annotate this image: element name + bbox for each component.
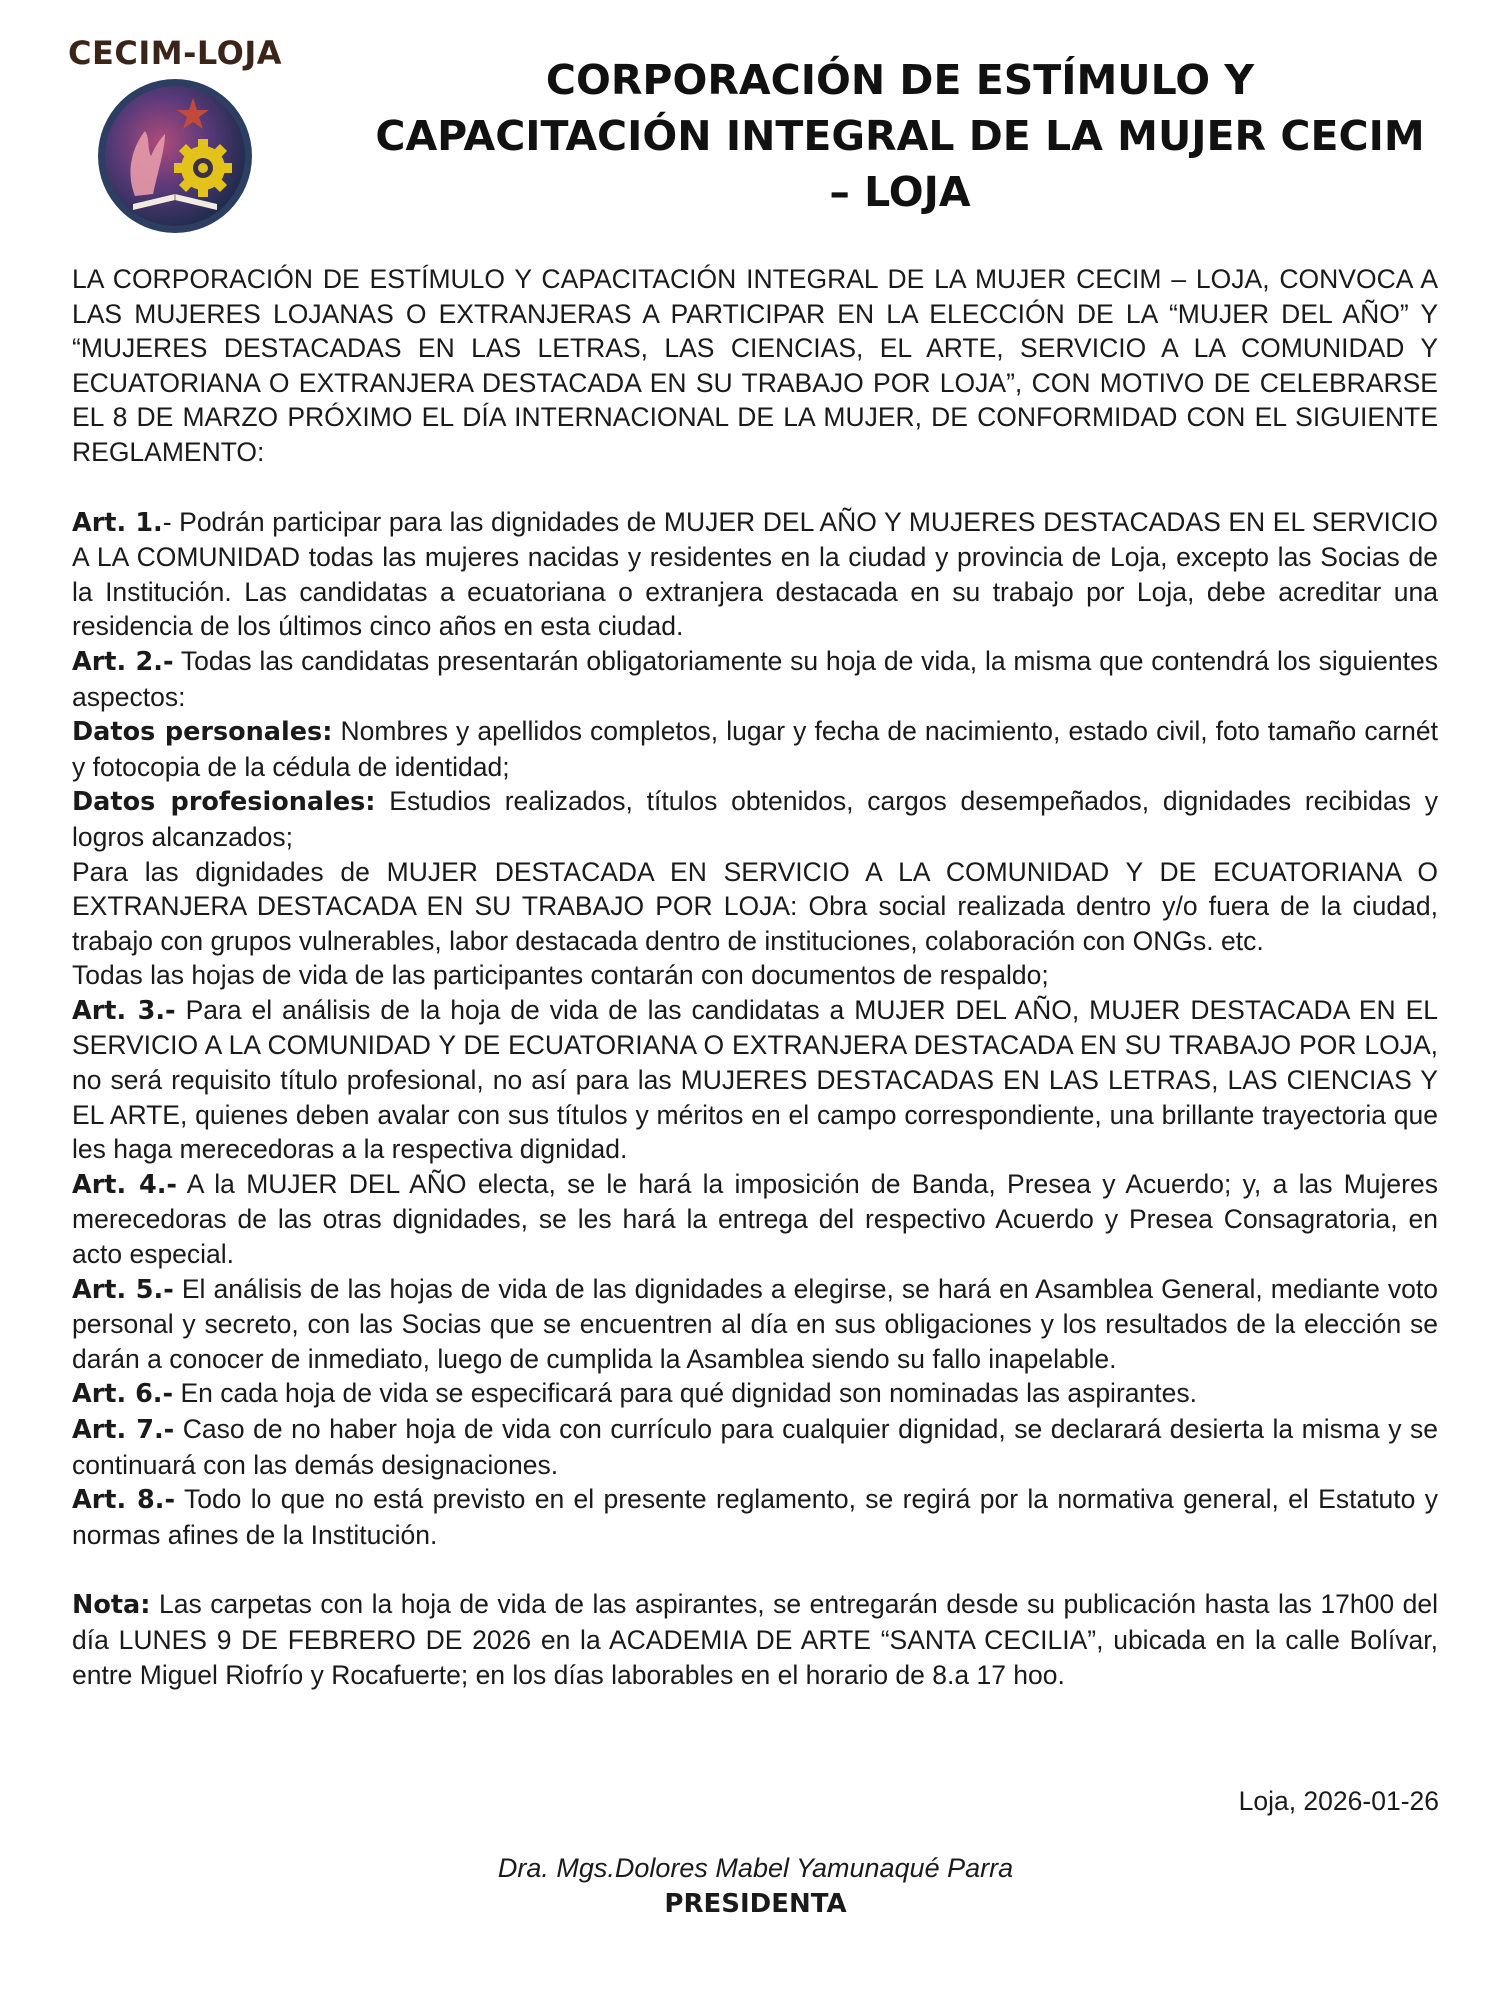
datos-personales-label: Datos personales: <box>72 717 333 748</box>
dignidades-paragraph: Para las dignidades de MUJER DESTACADA EN SERVICIO A LA COMUNIDAD Y DE ECUATORIANA O EXTRANJERA DESTACADA EN SU TRABAJO POR LOJA: Obra social realizada dentro y/o fuera de la ciudad, trabajo con grupos vulnerables, labor destacada dentro de instituciones, colaboración con ONGs. etc. <box>72 856 1438 956</box>
article-4 <box>72 1167 1438 1272</box>
article-1-text: - Podrán participar para las dignidades de MUJER DEL AÑO Y MUJERES DESTACADAS EN EL SERVICIO A LA COMUNIDAD todas las mujeres nacidas y residentes en la ciudad y provincia de Loja, excepto las Socias de la Institución. Las candidatas a ecuatoriana o extranjera destacada en su trabajo por Loja, debe acreditar una residencia de los últimos cinco años en esta ciudad. <box>72 506 1438 642</box>
datos-profesionales-label: Datos profesionales: <box>72 787 376 818</box>
article-4-text: A la MUJER DEL AÑO electa, se le hará la imposición de Banda, Presea y Acuerdo; y, a las Mujeres merecedoras de las otras dignidades, se les hará la entrega del respectivo Acuerdo y Presea Consagratoria, en acto especial. <box>72 1168 1438 1270</box>
article-8-text: Todo lo que no está previsto en el presente reglamento, se regirá por la normativa general, el Estatuto y normas afines de la Institución. <box>72 1484 1438 1550</box>
article-6 <box>72 1376 1438 1412</box>
page-title <box>330 52 1470 220</box>
title-line-1: CORPORACIÓN DE ESTÍMULO Y <box>545 56 1255 104</box>
article-7-text: Caso de no haber hoja de vida con currículo para cualquier dignidad, se declarará desierta la misma y se continuará con las demás designaciones. <box>72 1414 1438 1480</box>
article-8 <box>72 1482 1438 1552</box>
article-3-label: Art. 3.- <box>72 995 176 1026</box>
article-6-text: En cada hoja de vida se especificará para qué dignidad son nominadas las aspirantes. <box>173 1378 1197 1409</box>
article-1 <box>72 505 1438 644</box>
article-2-label: Art. 2.- <box>72 646 174 677</box>
nota-label: Nota: <box>72 1590 151 1621</box>
datos-personales-text: Nombres y apellidos completos, lugar y fecha de nacimiento, estado civil, foto tamaño carnét y fotocopia de la cédula de identidad; <box>72 716 1439 782</box>
article-8-label: Art. 8.- <box>72 1485 176 1516</box>
article-5-text: El análisis de las hojas de vida de las dignidades a elegirse, se hará en Asamblea General, mediante voto personal y secreto, con las Socias que se encuentren al día en sus obligaciones y los resultados de la elección se darán a conocer de inmediato, luego de cumplida la Asamblea siendo su fallo inapelable. <box>72 1273 1438 1374</box>
nota-paragraph <box>72 1587 1438 1692</box>
datos-personales <box>72 714 1438 784</box>
datos-profesionales <box>72 784 1438 854</box>
article-3 <box>72 993 1438 1167</box>
article-5 <box>72 1272 1438 1377</box>
title-line-2: CAPACITACIÓN INTEGRAL DE LA MUJER CECIM <box>375 112 1425 160</box>
respaldo-paragraph: Todas las hojas de vida de las participantes contarán con documentos de respaldo; <box>72 960 1049 991</box>
article-4-label: Art. 4.- <box>72 1169 177 1200</box>
emblem-icon <box>95 76 255 236</box>
signature-role: PRESIDENTA <box>664 1889 847 1919</box>
spacer <box>72 1552 1438 1587</box>
intro-paragraph: LA CORPORACIÓN DE ESTÍMULO Y CAPACITACIÓN INTEGRAL DE LA MUJER CECIM – LOJA, CONVOCA A LAS MUJERES LOJANAS O EXTRANJERAS A PARTICIPAR EN LA ELECCIÓN DE LA “MUJER DEL AÑO” Y “MUJERES DESTACADAS EN LAS LETRAS, LAS CIENCIAS, EL ARTE, SERVICIO A LA COMUNIDAD Y ECUATORIANA O EXTRANJERA DESTACADA EN SU TRABAJO POR LOJA”, CON MOTIVO DE CELEBRARSE EL 8 DE MARZO PRÓXIMO EL DÍA INTERNACIONAL DE LA MUJER, DE CONFORMIDAD CON EL SIGUIENTE REGLAMENTO: <box>72 264 1438 467</box>
logo <box>40 34 310 236</box>
logo-text: CECIM-LOJA <box>68 34 282 72</box>
article-7 <box>72 1412 1438 1482</box>
document-body <box>72 262 1438 1692</box>
article-3-text: Para el análisis de la hoja de vida de las candidatas a MUJER DEL AÑO, MUJER DESTACADA EN EL SERVICIO A LA COMUNIDAD Y DE ECUATORIANA O EXTRANJERA DESTACADA EN SU TRABAJO POR LOJA, no será requisito título profesional, no así para las MUJERES DESTACADAS EN LAS LETRAS, LAS CIENCIAS Y EL ARTE, quienes deben avalar con sus títulos y méritos en el campo correspondiente, una brillante trayectoria que les haga merecedoras a la respectiva dignidad. <box>72 994 1438 1165</box>
article-2-text: Todas las candidatas presentarán obligatoriamente su hoja de vida, la misma que contendrá los siguientes aspectos: <box>72 645 1438 712</box>
signature-block <box>0 1850 1511 1922</box>
date-line: Loja, 2026-01-26 <box>1238 1786 1439 1816</box>
article-1-label: Art. 1. <box>72 507 163 538</box>
title-line-3: – LOJA <box>829 168 971 216</box>
signature-name: Dra. Mgs.Dolores Mabel Yamunaqué Parra <box>497 1853 1014 1883</box>
article-2 <box>72 644 1438 714</box>
article-7-label: Art. 7.- <box>72 1415 175 1445</box>
nota-text: Las carpetas con la hoja de vida de las aspirantes, se entregarán desde su publicación hasta las 17h00 del día LUNES 9 DE FEBRERO DE 2026 en la ACADEMIA DE ARTE “SANTA CECILIA”, ubicada en la calle Bolívar, entre Miguel Riofrío y Rocafuerte; en los días laborables en el horario de 8.a 17 hoo. <box>72 1589 1438 1690</box>
article-5-label: Art. 5.- <box>72 1274 174 1305</box>
article-6-label: Art. 6.- <box>72 1379 174 1410</box>
datos-profesionales-text: Estudios realizados, títulos obtenidos, cargos desempeñados, dignidades recibidas y logros alcanzados; <box>72 786 1438 852</box>
